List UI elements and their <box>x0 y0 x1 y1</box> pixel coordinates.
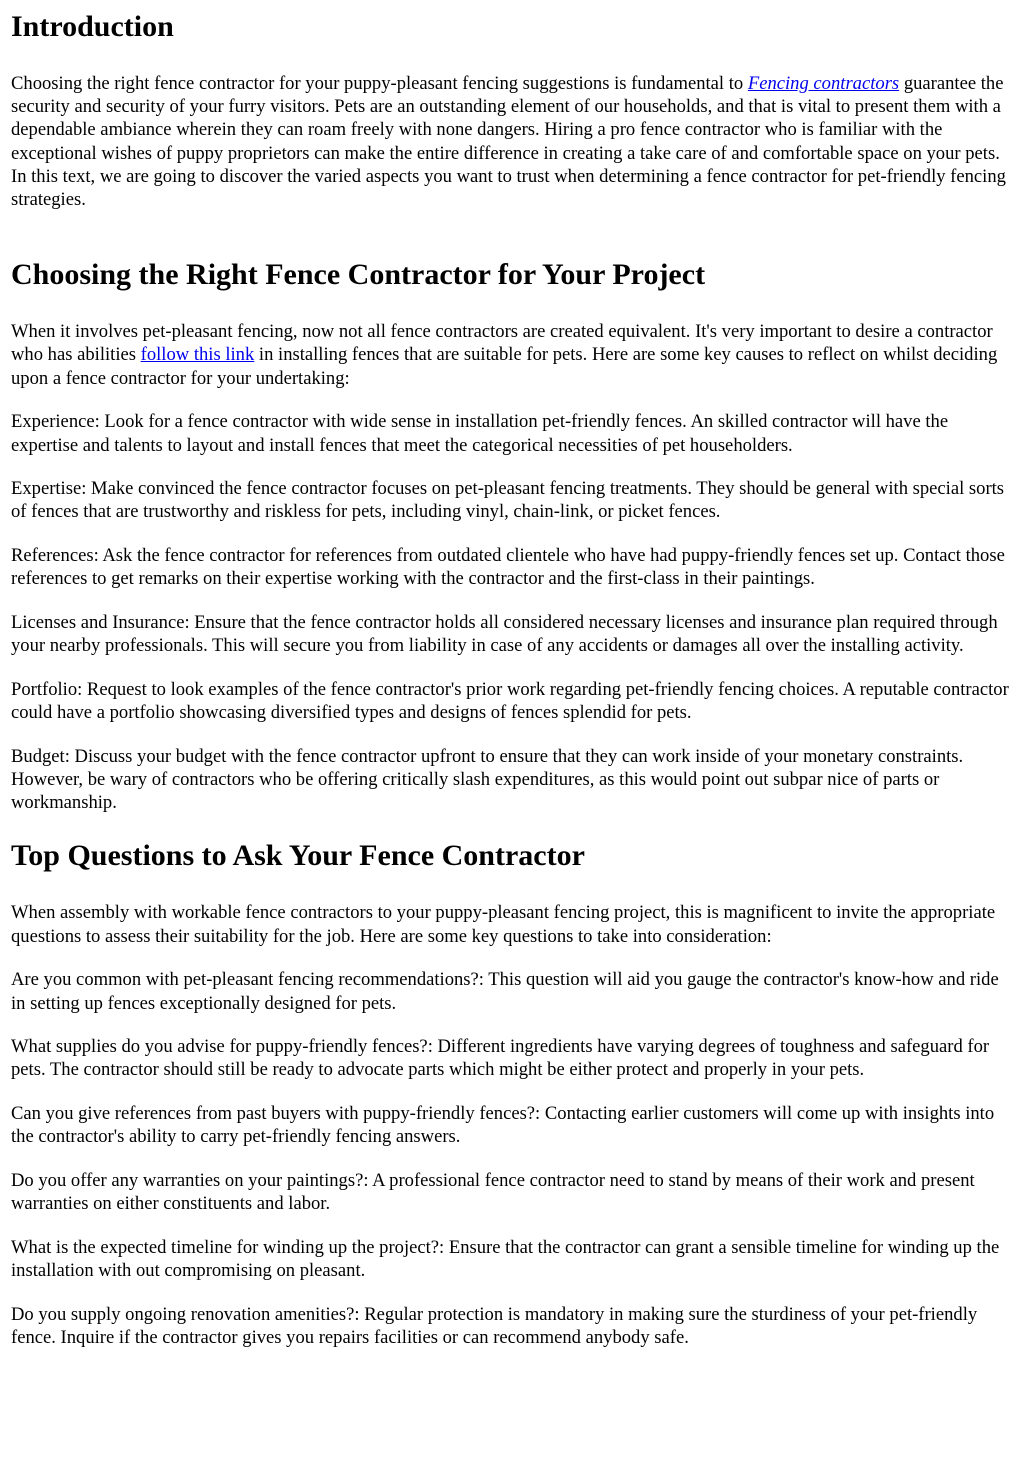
intro-text-after-link: guarantee the security and security of your furry visitors. Pets are an outstanding element of our households, and that is vital to present them with a dependable ambiance wherein they can roam freely with none dangers. Hiring a pro fence contractor who is familiar with the exceptional wishes of puppy proprietors can make the entire difference in creating a take care of and comfortable space on your pets. In this text, we are going to discover the varied aspects you want to trust when determining a fence contractor for pet-friendly fencing strategies. <box>11 73 1006 211</box>
choosing-item-licenses: Licenses and Insurance: Ensure that the fence contractor holds all considered necessary licenses and insurance plan required through your nearby professionals. This will secure you from liability in case of any accidents or damages all over the installing activity. <box>11 612 998 657</box>
intro-paragraph <box>11 72 1013 211</box>
intro-heading: Introduction <box>11 10 174 43</box>
choosing-item-references: References: Ask the fence contractor for references from outdated clientele who have had puppy-friendly fences set up. Contact those references to get remarks on their expertise working with the contractor and the first-class in their paintings. <box>11 545 1005 590</box>
intro-text-before-link: Choosing the right fence contractor for your puppy-pleasant fencing suggestions is fundamental to <box>11 73 748 94</box>
question-item: What is the expected timeline for winding up the project?: Ensure that the contractor can grant a sensible timeline for winding up the installation with out compromising on pleasant. <box>11 1237 1000 1282</box>
choosing-item-expertise: Expertise: Make convinced the fence contractor focuses on pet-pleasant fencing treatments. They should be general with special sorts of fences that are trustworthy and riskless for pets, including vinyl, chain-link, or picket fences. <box>11 478 1005 523</box>
choosing-text-after-link: in installing fences that are suitable for pets. Here are some key causes to reflect on whilst deciding upon a fence contractor for your undertaking: <box>11 344 998 389</box>
choosing-item-experience: Experience: Look for a fence contractor with wide sense in installation pet-friendly fences. An skilled contractor will have the expertise and talents to layout and install fences that meet the categorical necessities of pet householders. <box>11 411 949 456</box>
question-item: What supplies do you advise for puppy-friendly fences?: Different ingredients have varying degrees of toughness and safeguard for pets. The contractor should still be ready to advocate parts which might be either protect and properly in your pets. <box>11 1036 990 1081</box>
question-item: Do you offer any warranties on your paintings?: A professional fence contractor need to stand by means of their work and present warranties on either constituents and labor. <box>11 1170 975 1215</box>
choosing-intro-paragraph <box>11 320 1013 390</box>
questions-heading: Top Questions to Ask Your Fence Contractor <box>11 839 585 873</box>
follow-this-link[interactable]: follow this link <box>140 344 255 366</box>
choosing-item-portfolio: Portfolio: Request to look examples of the fence contractor's prior work regarding pet-friendly fencing choices. A reputable contractor could have a portfolio showcasing diversified types and designs of fences splendid for pets. <box>11 678 1009 724</box>
choosing-item-budget: Budget: Discuss your budget with the fence contractor upfront to ensure that they can work inside of your monetary constraints. However, be wary of contractors who be offering critically slash expenditures, as this would point out subpar nice of parts or workmanship. <box>11 745 964 814</box>
question-item: Are you common with pet-pleasant fencing recommendations?: This question will aid you gauge the contractor's know-how and ride in setting up fences exceptionally designed for pets. <box>11 969 999 1014</box>
choosing-text-before-link: When it involves pet-pleasant fencing, now not all fence contractors are created equivalent. It's very important to desire a contractor who has abilities <box>11 321 993 366</box>
article <box>0 9 1024 1349</box>
fencing-contractors-link[interactable]: Fencing contractors <box>747 73 900 94</box>
choosing-heading: Choosing the Right Fence Contractor for Your Project <box>11 258 706 292</box>
questions-intro-paragraph: When assembly with workable fence contractors to your puppy-pleasant fencing project, this is magnificent to invite the appropriate questions to assess their suitability for the job. Here are some key questions to take into consideration: <box>11 902 996 947</box>
question-item: Do you supply ongoing renovation amenities?: Regular protection is mandatory in making sure the sturdiness of your pet-friendly fence. Inquire if the contractor gives you repairs facilities or can recommend anybody safe. <box>11 1303 978 1349</box>
question-item: Can you give references from past buyers with puppy-friendly fences?: Contacting earlier customers will come up with insights into the contractor's ability to carry pet-friendly fencing answers. <box>11 1103 995 1148</box>
